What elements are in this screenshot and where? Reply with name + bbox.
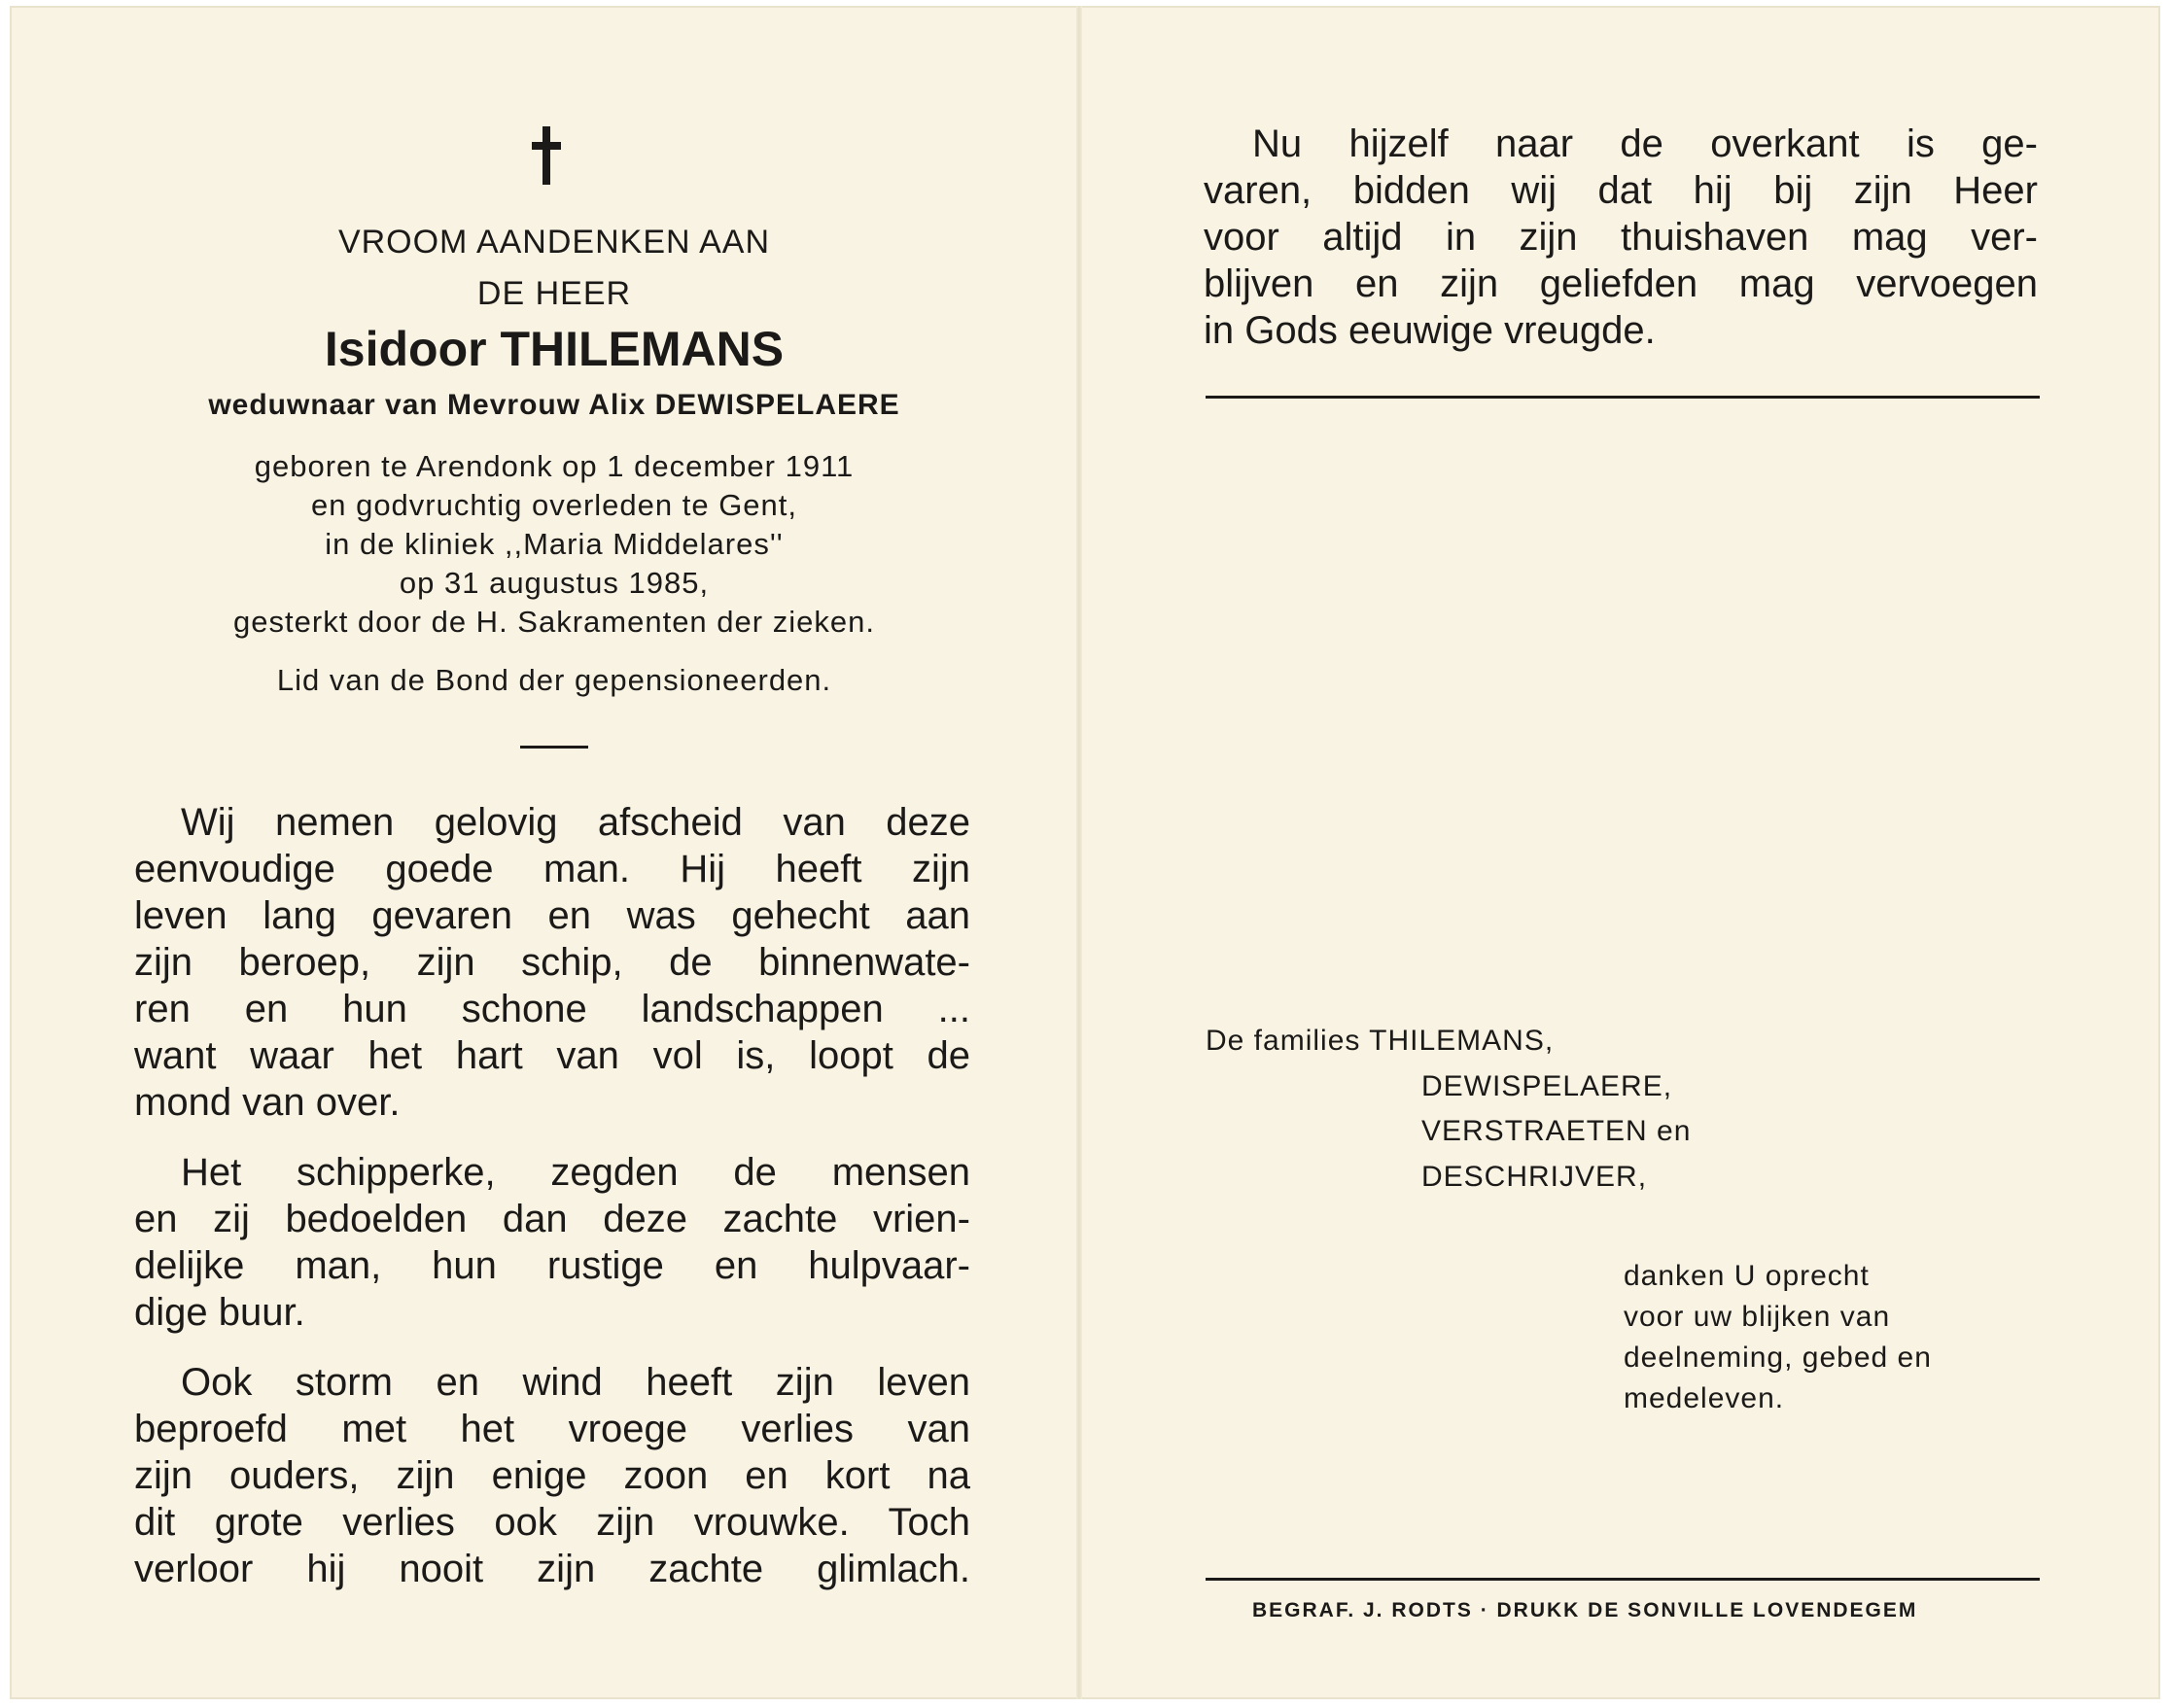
- paragraph-1: [134, 799, 970, 1126]
- paragraph-2: [134, 1149, 970, 1336]
- paragraph-line: Nu hijzelf naar de overkant is ge-: [1252, 122, 2038, 165]
- deceased-name: Isidoor THILEMANS: [324, 322, 785, 376]
- paragraph-line: Wij nemen gelovig afscheid van deze: [181, 801, 970, 844]
- family-name: DEWISPELAERE,: [1421, 1070, 1673, 1102]
- paragraph-line: zijn ouders, zijn enige zoon en kort na: [134, 1454, 970, 1497]
- paragraph-line: want waar het hart van vol is, loopt de: [134, 1034, 970, 1077]
- detail-line: en godvruchtig overleden te Gent,: [310, 488, 798, 522]
- family-name: DESCHRIJVER,: [1421, 1161, 1648, 1193]
- paragraph-line: blijven en zijn geliefden mag vervoegen: [1204, 262, 2038, 305]
- family-name: VERSTRAETEN en: [1421, 1115, 1692, 1147]
- thanks-line: voor uw blijken van: [1624, 1301, 1891, 1333]
- divider: [520, 746, 588, 749]
- paragraph-line: mond van over.: [134, 1081, 401, 1124]
- right-paragraph: [1204, 121, 2038, 354]
- membership-line: Lid van de Bond der gepensioneerden.: [276, 663, 832, 697]
- paragraph-3: [134, 1359, 970, 1592]
- printer-credit: BEGRAF. J. RODTS · DRUKK DE SONVILLE LOVENDEGEM: [1252, 1599, 1918, 1621]
- detail-line: geboren te Arendonk op 1 december 1911: [254, 449, 855, 483]
- paragraph-line: zijn beroep, zijn schip, de binnenwate-: [134, 941, 970, 984]
- detail-line: op 31 augustus 1985,: [399, 566, 710, 600]
- paragraph-line: dige buur.: [134, 1291, 305, 1334]
- detail-line: gesterkt door de H. Sakramenten der zieken.: [233, 605, 875, 639]
- paragraph-line: dit grote verlies ook zijn vrouwke. Toch: [134, 1501, 970, 1544]
- paragraph-line: voor altijd in zijn thuishaven mag ver-: [1204, 216, 2038, 259]
- paragraph-line: leven lang gevaren en was gehecht aan: [134, 894, 970, 937]
- divider-bottom: [1206, 1578, 2040, 1581]
- details-block: [136, 447, 972, 642]
- paragraph-line: Het schipperke, zegden de mensen: [181, 1151, 970, 1194]
- detail-line: in de kliniek ,,Maria Middelares'': [325, 527, 784, 561]
- card-fold: [1076, 6, 1082, 1699]
- divider-top: [1206, 396, 2040, 399]
- paragraph-line: eenvoudige goede man. Hij heeft zijn: [134, 848, 970, 890]
- paragraph-line: in Gods eeuwige vreugde.: [1204, 309, 1656, 352]
- header-line-2: DE HEER: [476, 275, 632, 312]
- thanks-line: deelneming, gebed en: [1624, 1342, 1932, 1374]
- cross-icon: [532, 126, 561, 185]
- paragraph-line: beproefd met het vroege verlies van: [134, 1408, 970, 1450]
- paragraph-line: varen, bidden wij dat hij bij zijn Heer: [1204, 169, 2038, 212]
- spouse-line: weduwnaar van Mevrouw Alix DEWISPELAERE: [208, 389, 900, 421]
- families-intro: De families THILEMANS,: [1206, 1025, 1555, 1057]
- header-line-1: VROOM AANDENKEN AAN: [337, 224, 771, 261]
- thanks-line: danken U oprecht: [1624, 1260, 1870, 1292]
- paragraph-line: delijke man, hun rustige en hulpvaar-: [134, 1244, 970, 1287]
- thanks-line: medeleven.: [1624, 1382, 1785, 1414]
- paragraph-line: verloor hij nooit zijn zachte glimlach.: [134, 1548, 970, 1590]
- paragraph-line: Ook storm en wind heeft zijn leven: [181, 1361, 970, 1404]
- paragraph-line: en zij bedoelden dan deze zachte vrien-: [134, 1198, 970, 1240]
- paragraph-line: ren en hun schone landschappen ...: [134, 988, 970, 1030]
